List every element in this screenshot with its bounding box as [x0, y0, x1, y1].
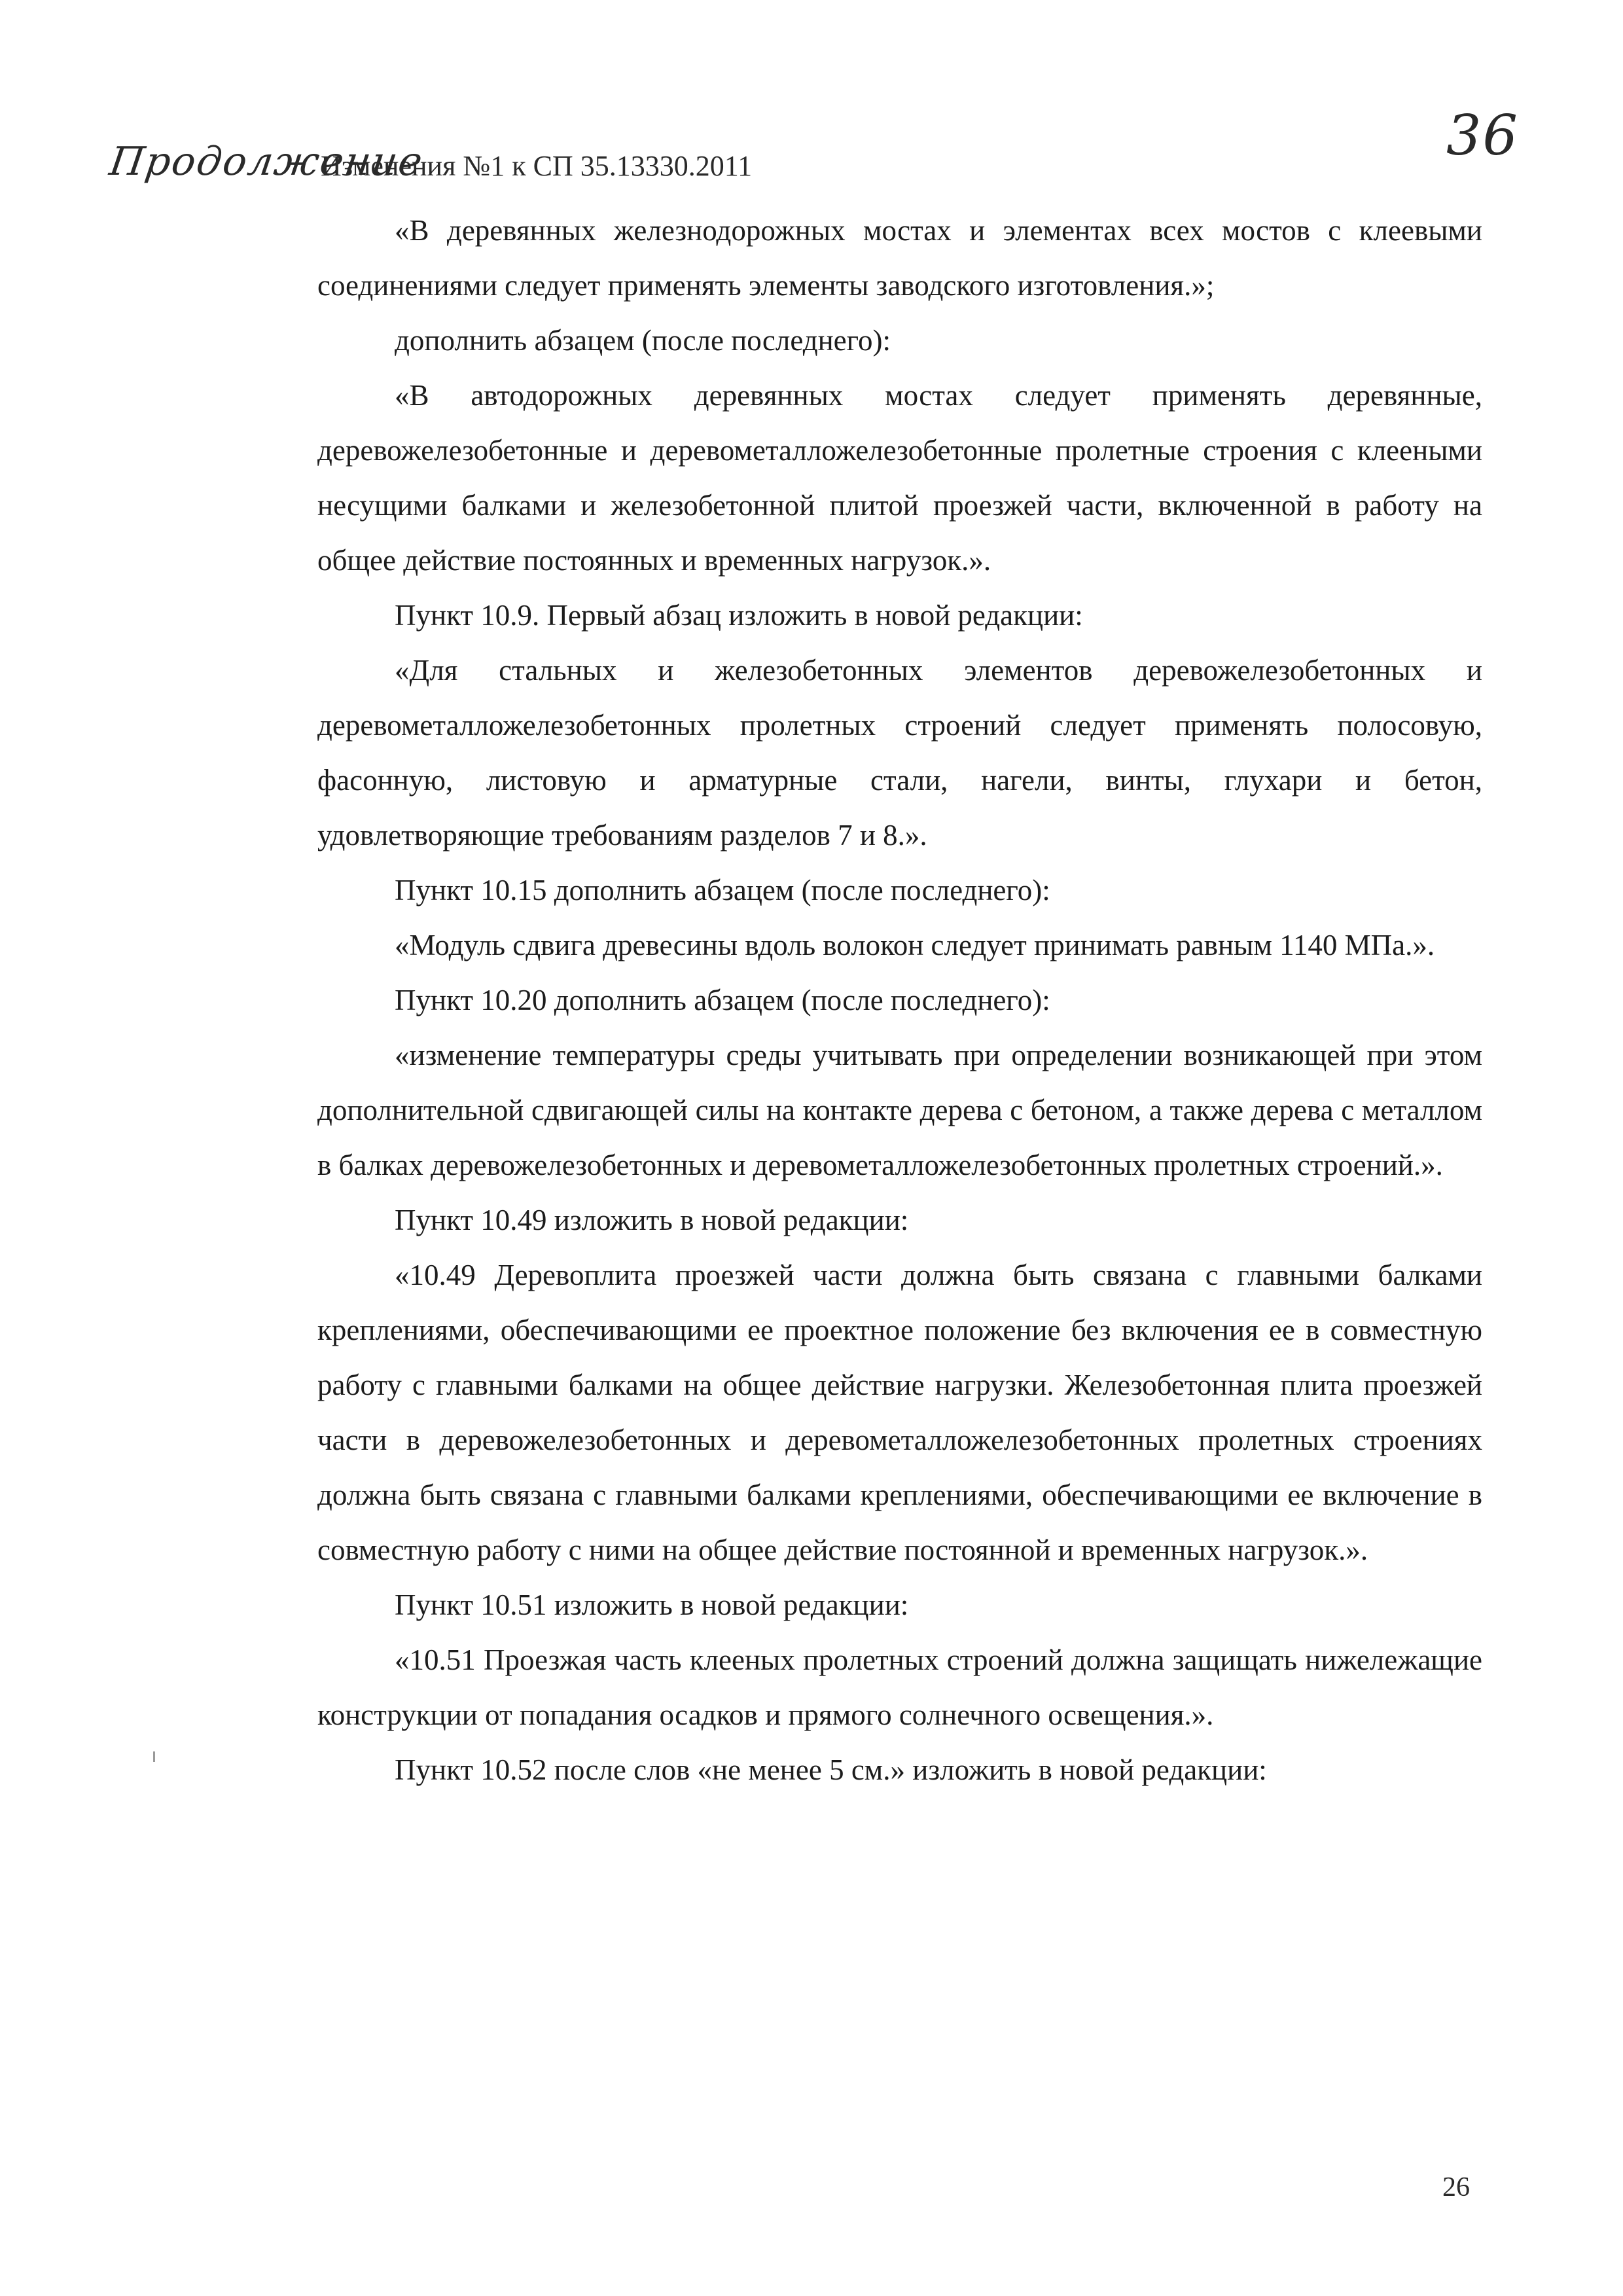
paragraph-quote-steel-elements: «Для стальных и железобетонных элементов деревожелезобетонных и деревометалложелезобетонных пролетных строений следует применять полосовую, фасонную, листовую и арматурные стали, нагели, винты, глухари и бетон, удовлетворяющие требованиям разделов 7 и 8.». [317, 654, 1482, 852]
handwritten-sheet-number: 36 [1446, 103, 1519, 168]
document-body [317, 203, 1482, 1797]
page-number: 26 [1442, 2172, 1470, 2202]
paragraph-quote-railway-bridges: «В деревянных железнодорожных мостах и элементах всех мостов с клеевыми соединениями следует применять элементы заводского изготовления.»; [317, 214, 1482, 302]
paragraph-quote-temperature: «изменение температуры среды учитывать при определении возникающей при этом дополнительной сдвигающей силы на контакте дерева с бетоном, а также дерева с металлом в балках деревожелезобетонных и деревометалложелезобетонных пролетных строений.». [317, 1039, 1482, 1181]
paragraph-quote-shear-modulus: «Модуль сдвига древесины вдоль волокон следует принимать равным 1140 МПа.». [395, 929, 1435, 961]
paragraph-clause-10-51: Пункт 10.51 изложить в новой редакции: [395, 1588, 909, 1621]
paragraph-clause-10-49: Пункт 10.49 изложить в новой редакции: [395, 1204, 909, 1236]
document-header-title: Изменения №1 к СП 35.13330.2011 [321, 150, 753, 182]
paragraph-clause-10-15: Пункт 10.15 дополнить абзацем (после последнего): [395, 874, 1050, 906]
paragraph-quote-10-51: «10.51 Проезжая часть клееных пролетных строений должна защищать нижележащие конструкции от попадания осадков и прямого солнечного освещения.». [317, 1643, 1482, 1731]
paragraph-quote-road-bridges: «В автодорожных деревянных мостах следует применять деревянные, деревожелезобетонные и деревометалложелезобетонные пролетные строения с клееными несущими балками и железобетонной плитой проезжей части, включенной в работу на общее действие постоянных и временных нагрузок.». [317, 379, 1482, 577]
paragraph-clause-10-9: Пункт 10.9. Первый абзац изложить в новой редакции: [395, 599, 1083, 632]
paragraph-clause-10-52: Пункт 10.52 после слов «не менее 5 см.» изложить в новой редакции: [395, 1753, 1267, 1786]
paragraph-quote-10-49: «10.49 Деревоплита проезжей части должна быть связана с главными балками креплениями, обеспечивающими ее проектное положение без включения ее в совместную работу с главными балками на общее действие нагрузки. Железобетонная плита проезжей части в деревожелезобетонных и деревометалложелезобетонных пролетных строениях должна быть связана с главными балками креплениями, обеспечивающими ее включение в совместную работу с ними на общее действие постоянной и временных нагрузок.». [317, 1259, 1482, 1566]
handwritten-continuation-note: Продолжение [107, 139, 427, 185]
paragraph-clause-10-20: Пункт 10.20 дополнить абзацем (после последнего): [395, 984, 1050, 1016]
scan-speck [153, 1751, 155, 1762]
paragraph-add-instruction: дополнить абзацем (после последнего): [395, 324, 891, 357]
